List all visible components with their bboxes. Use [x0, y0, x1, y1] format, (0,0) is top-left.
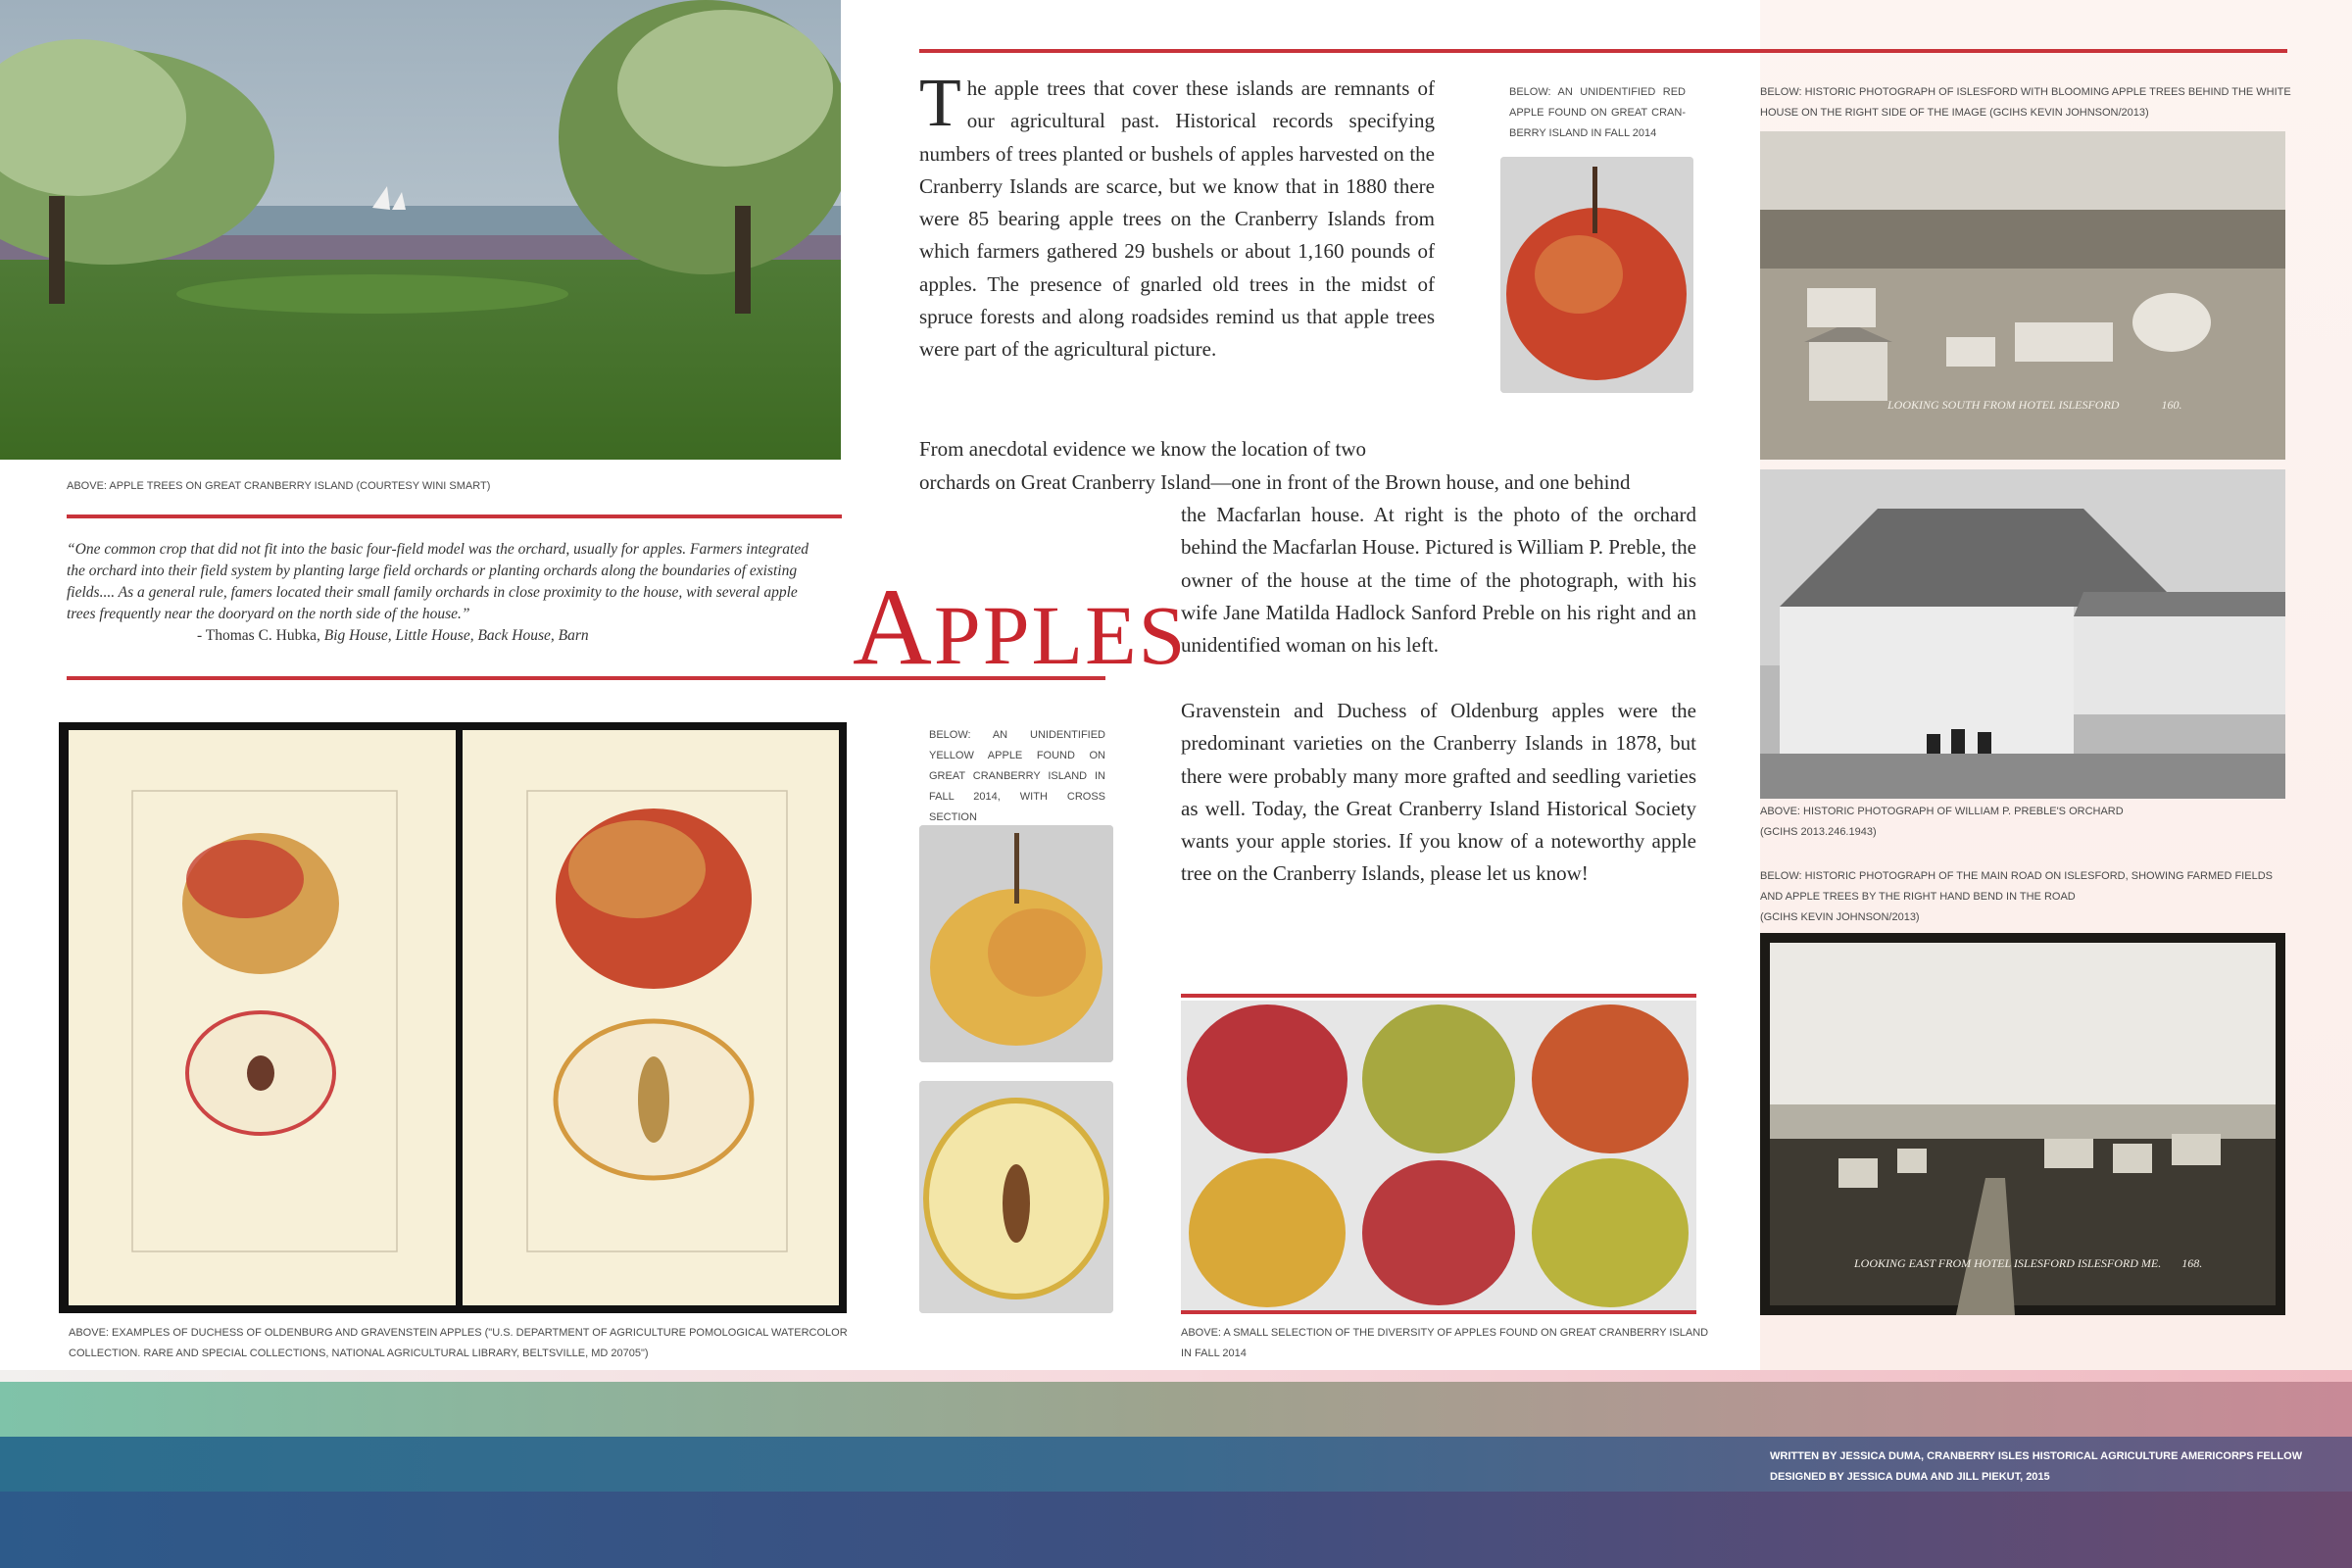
- yellow-apple-photo: [919, 825, 1113, 1062]
- caption-main-road: BELOW: HISTORIC PHOTOGRAPH OF THE MAIN ROAD ON ISLESFORD, SHOWING FARMED FIELDS AND APPLE TREES BY THE RIGHT HAND BEND IN THE ROAD (GCIHS KEVIN JOHNSON/2013): [1760, 870, 2273, 923]
- body-paragraph-1: The apple trees that cover these islands are remnants of our agricultural past. Historical records specifying numbers of trees planted or bushels of apples harvested on the Cranberry Islands are scarce, but we know that in 1880 there were 85 bearing apple trees on the Cranberry Islands from which farmers gathered 29 bushels or about 1,160 pounds of apples. The presence of gnarled old trees in the midst of spruce forests and along roadsides remind us that apple trees were part of the agricultural picture.: [919, 66, 1435, 362]
- red-apple-photo: [1500, 157, 1693, 393]
- caption-orchard-landscape: ABOVE: APPLE TREES ON GREAT CRANBERRY ISLAND (COURTESY WINI SMART): [67, 480, 491, 492]
- caption-apple-selection: ABOVE: A SMALL SELECTION OF THE DIVERSITY OF APPLES FOUND ON GREAT CRANBERRY ISLAND IN FALL 2014: [1181, 1327, 1709, 1359]
- body-paragraph-2c: the Macfarlan house. At right is the photo of the orchard behind the Macfarlan House. Pictured is William P. Preble, the owner of the house at the time of the photograph, with his wife Jane Matilda Hadlock Sanford Preble on his right and an unidentified woman on his left.: [1181, 503, 1696, 658]
- caption-red-apple: BELOW: AN UNIDENTIFIED RED APPLE FOUND ON GREAT CRAN- BERRY ISLAND IN FALL 2014: [1509, 86, 1686, 139]
- apple-selection-grid: [1181, 1001, 1696, 1310]
- drop-cap: T: [919, 66, 961, 141]
- quote-top-rule: [67, 514, 842, 518]
- caption-yellow-apple: BELOW: AN UNIDENTIFIED YELLOW APPLE FOUND ON GREAT CRANBERRY ISLAND IN FALL 2014, WITH CROSS SECTION: [929, 729, 1105, 823]
- caption-watercolor-plates: ABOVE: EXAMPLES OF DUCHESS OF OLDENBURG AND GRAVENSTEIN APPLES ("U.S. DEPARTMENT OF AGRICULTURE POMOLOGICAL WATERCOLOR COLLECTION. RARE AND SPECIAL COLLECTIONS, NATIONAL AGRICULTURAL LIBRARY, BELTSVILLE, MD 20705"): [69, 1327, 848, 1359]
- credits-written: WRITTEN BY JESSICA DUMA, CRANBERRY ISLES HISTORICAL AGRICULTURE AMERICORPS FELLOW: [1770, 1450, 2303, 1462]
- yellow-apple-cross-section-photo: [919, 1081, 1113, 1313]
- main-road-photo-inscription: LOOKING EAST FROM HOTEL ISLESFORD ISLESFORD ME. 168.: [1854, 1256, 2203, 1270]
- bottom-band-navy: [0, 1492, 2352, 1568]
- islesford-photo-inscription: LOOKING SOUTH FROM HOTEL ISLESFORD 160.: [1887, 398, 2182, 412]
- orchard-landscape-photo: [0, 0, 841, 460]
- quote-attribution: - Thomas C. Hubka, Big House, Little House, Back House, Barn: [197, 627, 589, 644]
- page-title: APPLES: [853, 566, 1188, 688]
- credits: [1770, 1446, 2302, 1488]
- preble-orchard-photo: [1760, 469, 2285, 799]
- body-top-rule: [919, 49, 2287, 53]
- body-paragraph-2a: From anecdotal evidence we know the location of two: [919, 437, 1367, 461]
- selection-bottom-rule: [1181, 1310, 1696, 1314]
- caption-preble-orchard: ABOVE: HISTORIC PHOTOGRAPH OF WILLIAM P. PREBLE'S ORCHARD (GCIHS 2013.246.1943): [1760, 806, 2124, 838]
- body-paragraph-2b: orchards on Great Cranberry Island—one in front of the Brown house, and one behind: [919, 470, 1631, 494]
- selection-top-rule: [1181, 994, 1696, 998]
- caption-islesford-blooming: BELOW: HISTORIC PHOTOGRAPH OF ISLESFORD WITH BLOOMING APPLE TREES BEHIND THE WHITE HOUSE ON THE RIGHT SIDE OF THE IMAGE (GCIHS KEVIN JOHNSON/2013): [1760, 86, 2291, 119]
- quote-text: “One common crop that did not fit into the basic four-field model was the orchard, usually for apples. Farmers integrated the orchard into their field system by planting large field orchards or planting orchards along the boundaries of existing fields.... As a general rule, famers located their small family orchards in close proximity to the house, with several apple trees frequently near the dooryard on the north side of the house.”: [67, 541, 808, 622]
- hubka-quote: [67, 539, 823, 647]
- quote-book-title: Big House, Little House, Back House, Barn: [323, 627, 589, 644]
- body-paragraph-3: Gravenstein and Duchess of Oldenburg apples were the predominant varieties on the Cranberry Islands in 1878, but there were probably many more grafted and seedling varieties as well. Today, the Great Cranberry Island Historical Society wants your apple stories. If you know of a noteworthy apple tree on the Cranberry Islands, please let us know!: [1181, 699, 1696, 886]
- credits-designed: DESIGNED BY JESSICA DUMA AND JILL PIEKUT, 2015: [1770, 1471, 2050, 1483]
- watercolor-plates: [59, 722, 847, 1313]
- bottom-band-pink: [0, 1370, 2352, 1382]
- bottom-band-teal: [0, 1382, 2352, 1437]
